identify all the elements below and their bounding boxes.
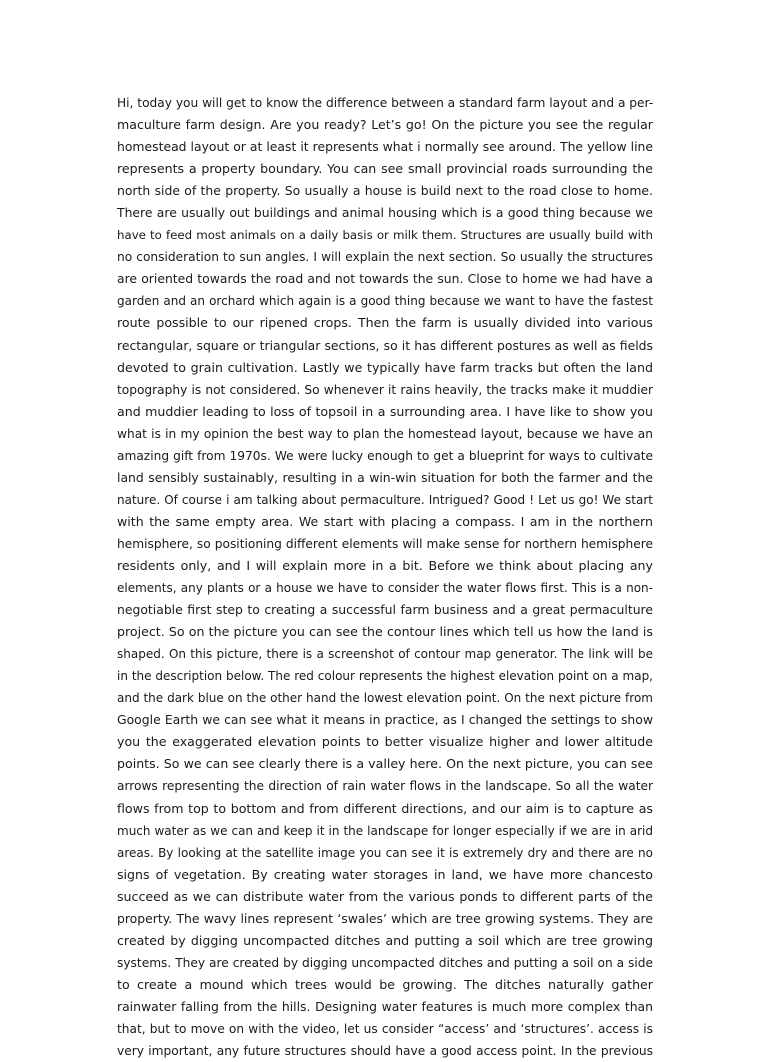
text-line: and the dark blue on the other hand the lowest elevation point. On the next picture from <box>117 691 653 706</box>
text-line: There are usually out buildings and animal housing which is a good thing because we <box>117 205 653 221</box>
text-line: flows from top to bottom and from different directions, and our aim is to capture as <box>117 800 653 816</box>
text-line: nature. Of course i am talking about permaculture. Intrigued? Good ! Let us go! We start <box>117 492 653 507</box>
text-line: north side of the property. So usually a house is build next to the road close to home. <box>117 183 653 199</box>
text-line: points. So we can see clearly there is a valley here. On the next picture, you can see <box>117 756 653 772</box>
text-line: are oriented towards the road and not towards the sun. Close to home we had have a <box>117 271 653 287</box>
text-line: succeed as we can distribute water from the various ponds to different parts of the <box>117 888 653 904</box>
text-line: land sensibly sustainably, resulting in a win-win situation for both the farmer and the <box>117 469 653 485</box>
text-line: elements, any plants or a house we have to consider the water flows first. This is a non- <box>117 581 653 596</box>
text-line: no consideration to sun angles. I will explain the next section. So usually the structures <box>117 250 653 265</box>
text-line: very important, any future structures should have a good access point. In the previous <box>117 1044 653 1059</box>
text-line: you the exaggerated elevation points to better visualize higher and lower altitude <box>117 734 653 750</box>
text-line: negotiable first step to creating a successful farm business and a great permaculture <box>117 602 653 618</box>
text-line: signs of vegetation. By creating water storages in land, we have more chancesto <box>117 866 653 882</box>
text-line: residents only, and I will explain more in a bit. Before we think about placing any <box>117 557 653 573</box>
text-line: homestead layout or at least it represents what i normally see around. The yellow line <box>117 139 653 155</box>
text-line: represents a property boundary. You can see small provincial roads surrounding the <box>117 161 653 177</box>
text-line: in the description below. The red colour represents the highest elevation point on a map, <box>117 669 653 684</box>
text-line: project. So on the picture you can see the contour lines which tell us how the land is <box>117 624 653 640</box>
text-line: Google Earth we can see what it means in practice, as I changed the settings to show <box>117 712 653 728</box>
text-line: topography is not considered. So whenever it rains heavily, the tracks make it muddier <box>117 382 653 397</box>
text-line: property. The wavy lines represent ‘swales’ which are tree growing systems. They are <box>117 910 653 926</box>
text-line: amazing gift from 1970s. We were lucky enough to get a blueprint for ways to cultivate <box>117 448 653 463</box>
text-line: garden and an orchard which again is a good thing because we want to have the fastest <box>117 294 653 309</box>
text-line: hemisphere, so positioning different elements will make sense for northern hemisphere <box>117 536 653 551</box>
text-line: with the same empty area. We start with placing a compass. I am in the northern <box>117 513 653 529</box>
text-line: shaped. On this picture, there is a screenshot of contour map generator. The link will be <box>117 647 653 662</box>
text-line: have to feed most animals on a daily basis or milk them. Structures are usually build with <box>117 228 653 243</box>
text-line: devoted to grain cultivation. Lastly we typically have farm tracks but often the land <box>117 359 653 375</box>
text-line: systems. They are created by digging uncompacted ditches and putting a soil on a side <box>117 955 653 970</box>
text-line: areas. By looking at the satellite image you can see it is extremely dry and there are no <box>117 845 653 860</box>
text-line: Hi, today you will get to know the difference between a standard farm layout and a per- <box>117 96 653 110</box>
text-line: rectangular, square or triangular sections, so it has different postures as well as fields <box>117 337 653 353</box>
text-line: created by digging uncompacted ditches and putting a soil which are tree growing <box>117 932 653 948</box>
text-line: much water as we can and keep it in the landscape for longer especially if we are in arid <box>117 823 653 838</box>
text-line: rainwater falling from the hills. Designing water features is much more complex than <box>117 998 653 1014</box>
text-line: arrows representing the direction of rain water flows in the landscape. So all the water <box>117 779 653 794</box>
text-line: to create a mound which trees would be growing. The ditches naturally gather <box>117 976 653 992</box>
text-line: what is in my opinion the best way to plan the homestead layout, because we have an <box>117 426 653 441</box>
text-line: and muddier leading to loss of topsoil in a surrounding area. I have like to show you <box>117 403 653 419</box>
body-text <box>117 92 653 1062</box>
text-line: maculture farm design. Are you ready? Let’s go! On the picture you see the regular <box>117 117 653 133</box>
text-line: route possible to our ripened crops. Then the farm is usually divided into various <box>117 315 653 331</box>
text-line: that, but to move on with the video, let us consider “access’ and ‘structures’. access is <box>117 1021 653 1036</box>
